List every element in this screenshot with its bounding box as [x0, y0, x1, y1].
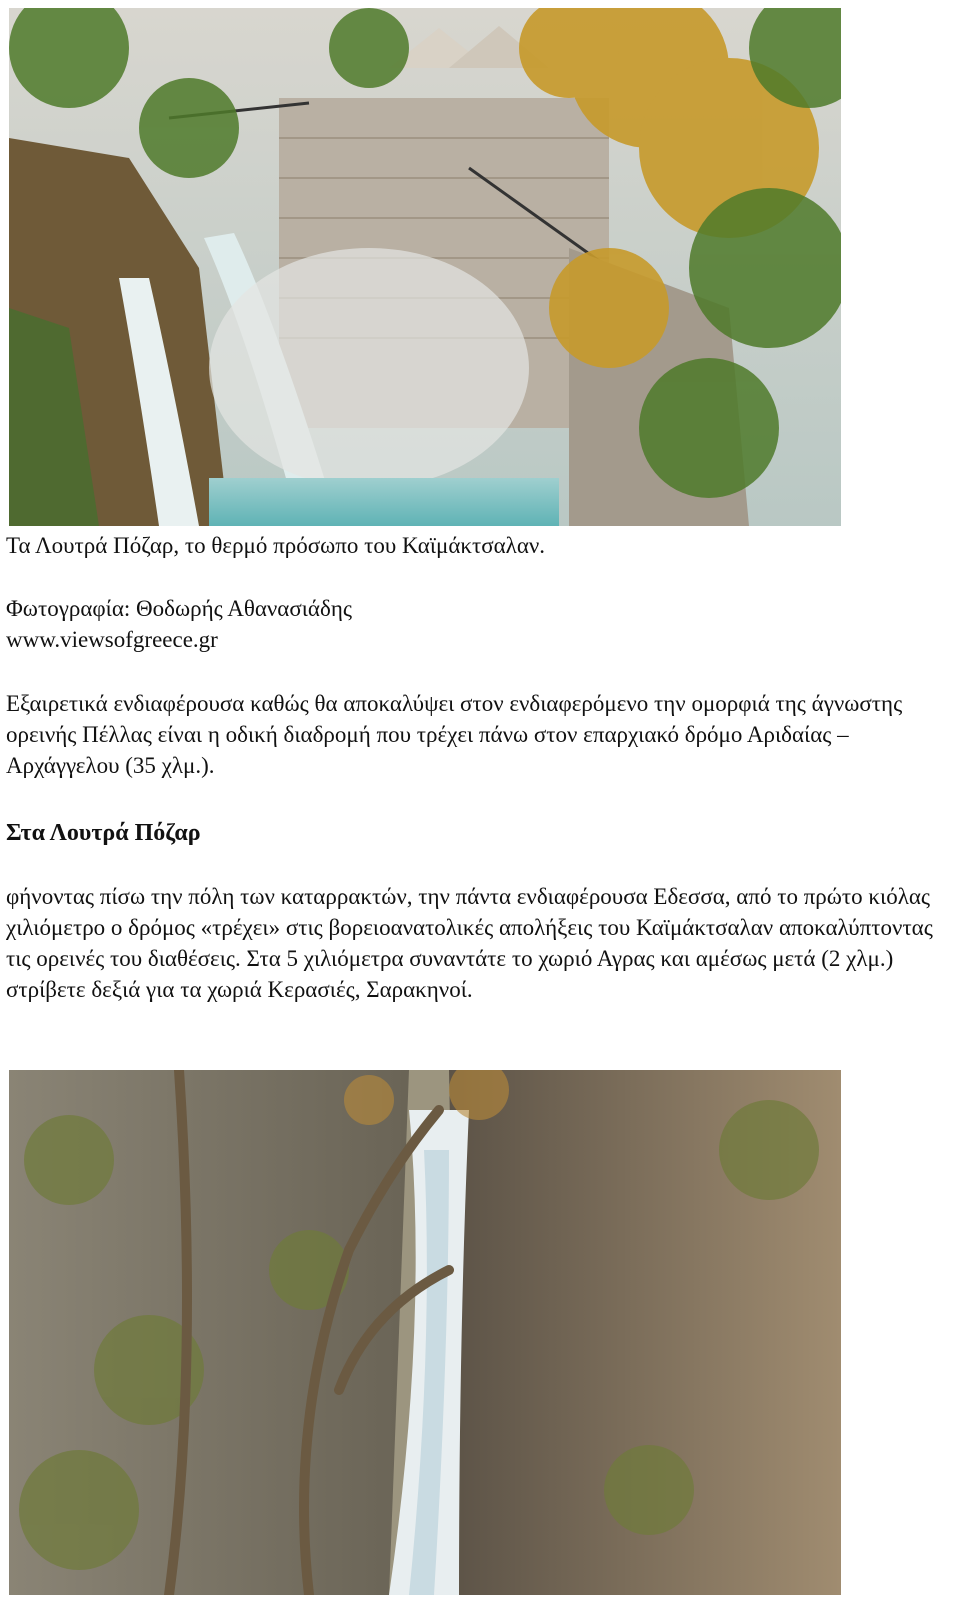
pozar-springs-illustration — [9, 8, 841, 526]
body-paragraph: φήνοντας πίσω την πόλη των καταρρακτών, την πάντα ενδιαφέρουσα Εδεσσα, από το πρώτο κιόλας χιλιόμετρο ο δρόμος «τρέχει» στις βορειοανατολικές απολήξεις του Καϊμάκτσαλαν αποκαλύπτοντας τις ορεινές του διαθέσεις. Στα 5 χιλιόμετρα συναντάτε το χωριό Αγρας και αμέσως μετά (2 χλμ.) στρίβετε δεξιά για τα χωριά Κερασιές, Σαρακηνοί. — [6, 884, 933, 1002]
waterfall-gorge-illustration — [9, 1070, 841, 1595]
waterfall-gorge-photo — [9, 1070, 841, 1595]
photo-caption: Τα Λουτρά Πόζαρ, το θερμό πρόσωπο του Καϊμάκτσαλαν. — [6, 533, 546, 558]
photo-credit: Φωτογραφία: Θοδωρής Αθανασιάδης — [6, 596, 352, 621]
photo-credit-block — [6, 593, 956, 655]
website-link[interactable]: www.viewsofgreece.gr — [6, 627, 218, 652]
intro-paragraph: Εξαιρετικά ενδιαφέρουσα καθώς θα αποκαλύψει στον ενδιαφερόμενο την ομορφιά της άγνωστης ορεινής Πέλλας είναι η οδική διαδρομή που τρέχει πάνω στον επαρχιακό δρόμο Αριδαίας – Αρχάγγελου (35 χλμ.). — [6, 691, 903, 778]
pozar-springs-photo — [9, 8, 841, 526]
section-heading: Στα Λουτρά Πόζαρ — [6, 820, 201, 846]
